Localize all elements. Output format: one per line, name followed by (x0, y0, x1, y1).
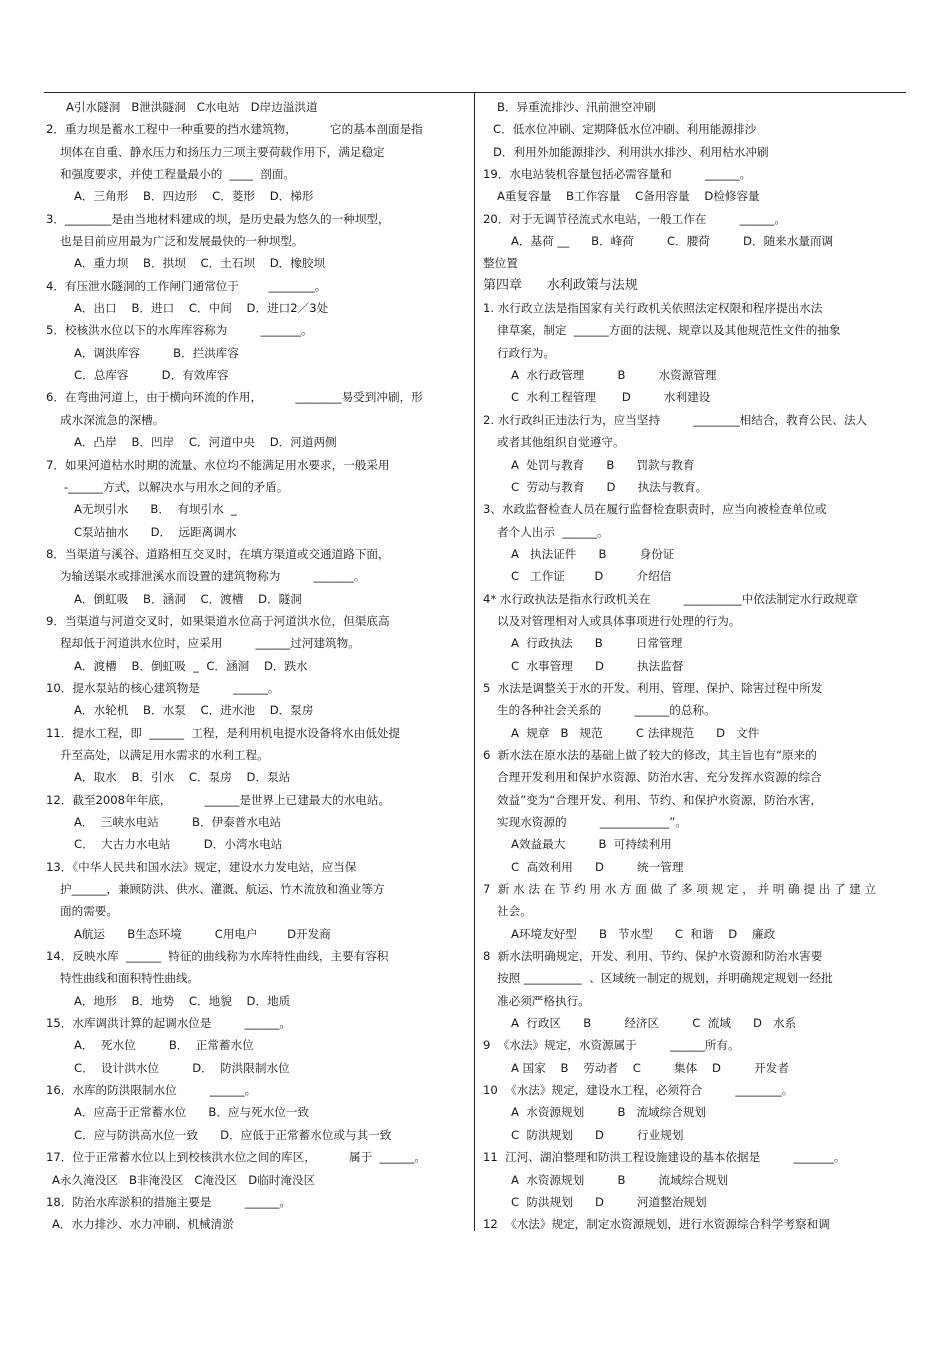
text-line: A．应高于正常蓄水位 B．应与死水位一致 (74, 1105, 310, 1120)
text-line: 2．重力坝是蓄水工程中一种重要的挡水建筑物， 它的基本剖面是指 (46, 122, 423, 137)
text-line: 为输送渠水或排泄溪水而设置的建筑物称为 _______。 (60, 569, 366, 584)
text-line: 3、水政监督检查人员在履行监督检查职责时，应当向被检查单位或 (483, 502, 827, 517)
text-line: 5 水法是调整关于水的开发、利用、管理、保护、除害过程中所发 (483, 680, 823, 695)
text-line: 12 《水法》规定，制定水资源规划，进行水资源综合科学考察和调 (483, 1217, 830, 1232)
text-line: 13．《中华人民共和国水法》规定，建设水力发电站，应当保 (46, 859, 357, 874)
text-line: 5．校核洪水位以下的水库库容称为 _______。 (46, 323, 313, 338)
text-line: A 处罚与教育 B 罚款与教育 (511, 457, 695, 472)
text-line: A效益最大 B 可持续利用 (511, 837, 672, 852)
text-line: C． 设计洪水位 D． 防洪限制水位 (74, 1060, 290, 1075)
text-line: 12．截至2008年年底， ______是世界上已建最大的水电站。 (46, 792, 391, 807)
text-line: 者个人出示 ______。 (497, 524, 609, 539)
text-line: 8．当渠道与溪谷、道路相互交叉时，在填方渠道或交通道路下面， (46, 546, 390, 561)
text-line: A．出口 B．进口 C．中间 D．进口2／3处 (74, 301, 329, 316)
text-line: 或者其他组织自觉遵守。 (497, 435, 625, 450)
text-line: 14．反映水库 ______ 特征的曲线称为水库特性曲线，主要有容积 (46, 949, 389, 964)
text-line: A．三角形 B．四边形 C．菱形 D．梯形 (74, 189, 314, 204)
text-line: -______方式，以解决水与用水之间的矛盾。 (64, 479, 289, 494)
text-line: A 国家 B 劳动者 C 集体 D 开发者 (511, 1060, 789, 1075)
text-line: 1. 水行政立法是指国家有关行政机关依照法定权限和程序提出水法 (483, 301, 823, 316)
text-line: A 水资源规划 B 流域综合规划 (511, 1105, 707, 1120)
text-line: 升至高处，以满足用水需求的水利工程。 (60, 747, 269, 762)
text-line: 10．提水泵站的核心建筑物是 ______。 (46, 680, 280, 695)
text-line: 9．当渠道与河道交叉时，如果渠道水位高于河道洪水位，但渠底高 (46, 613, 390, 628)
text-line: 坝体在自重、静水压力和扬压力三项主要荷载作用下，满足稳定 (60, 144, 385, 159)
text-line: C泵站抽水 D． 远距离调水 (74, 524, 237, 539)
text-line: 准必须严格执行。 (497, 993, 590, 1008)
text-line: C 水事管理 D 执法监督 (511, 658, 684, 673)
text-line: A 水行政管理 B 水资源管理 (511, 368, 717, 383)
text-line: A．调洪库容 B．拦洪库容 (74, 345, 239, 360)
text-line: 程却低于河道洪水位时，应采用 ______过河建筑物。 (60, 636, 360, 651)
text-line: 社会。 (497, 904, 532, 919)
text-line: 6．在弯曲河道上，由于横向环流的作用， ________易受到冲刷，形 (46, 390, 423, 405)
text-line: 整位置 (483, 256, 518, 271)
text-line: C 水利工程管理 D 水利建设 (511, 390, 711, 405)
text-line: C 防洪规划 D 河道整治规划 (511, 1194, 707, 1209)
text-line: 8 新水法明确规定，开发、利用、节约、保护水资源和防治水害要 (483, 949, 823, 964)
text-line: 4．有压泄水隧洞的工作闸门通常位于 ________。 (46, 278, 327, 293)
text-line: C．总库容 D．有效库容 (74, 368, 229, 383)
text-line: A重复容量 B工作容量 C备用容量 D检修容量 (497, 189, 760, 204)
text-line: 7 新 水 法 在 节 约 用 水 方 面 做 了 多 项 规 定 ， 并 明 确 提 出 了 建 立 (483, 882, 877, 897)
text-line: 护______，兼顾防洪、供水、灌溉、航运、竹木流放和渔业等方 (60, 882, 385, 897)
text-line: A 规章 B 规范 C 法律规范 D 文件 (511, 725, 760, 740)
text-line: A． 三峡水电站 B．伊泰普水电站 (74, 815, 282, 829)
text-line: C．低水位冲刷、定期降低水位冲刷、利用能源排沙 (493, 122, 757, 137)
text-line: 11 江河、湖泊整理和防洪工程设施建设的基本依据是 _______。 (483, 1150, 846, 1165)
text-line: A．倒虹吸 B．涵洞 C．渡槽 D．隧洞 (74, 591, 302, 606)
chapter-heading: 第四章 水利政策与法规 (483, 277, 638, 293)
text-line: 律草案，制定 ______方面的法规、规章以及其他规范性文件的抽象 (497, 323, 841, 338)
text-line: C 防洪规划 D 行业规划 (511, 1127, 684, 1142)
text-line: A引水隧洞 B泄洪隧洞 C水电站 D岸边溢洪道 (66, 100, 318, 114)
text-line: 10 《水法》规定，建设水工程，必须符合 ________。 (483, 1083, 794, 1098)
text-line: 4* 水行政执法是指水行政机关在 __________中依法制定水行政规章 (483, 591, 858, 606)
text-line: C 高效利用 D 统一管理 (511, 859, 684, 874)
text-line: A．基荷 __ B．峰荷 C．腰荷 D．随来水量而调 (511, 234, 834, 249)
text-line: A环境友好型 B 节水型 C 和谐 D 廉政 (511, 926, 776, 941)
text-line: 效益”变为“合理开发、利用、节约、和保护水资源，防治水害， (497, 792, 823, 807)
text-line: 19．水电站装机容量包括必需容量和 ______。 (483, 167, 752, 182)
text-line: C 工作证 D 介绍信 (511, 569, 672, 584)
text-line: 以及对管理相对人或具体事项进行处理的行为。 (497, 613, 741, 628)
text-line: 3．________是由当地材料建成的坝，是历史最为悠久的一种坝型， (46, 211, 390, 226)
text-line: C． 大古力水电站 D．小湾水电站 (74, 837, 283, 852)
text-line: D．利用外加能源排沙、利用洪水排沙、利用枯水冲刷 (493, 144, 769, 159)
text-line: A航运 B生态环境 C用电户 D开发商 (74, 926, 331, 941)
text-line: A．地形 B．地势 C．地貌 D．地质 (74, 993, 291, 1008)
text-line: B．异重流排沙、汛前泄空冲刷 (497, 100, 656, 114)
text-line: A．水轮机 B．水泵 C．进水池 D．泵房 (74, 703, 314, 718)
text-line: 和强度要求，并使工程量最小的 ____ 剖面。 (60, 167, 296, 182)
text-line: 2. 水行政纠正违法行为，应当坚持 ________相结合，教育公民、法人 (483, 412, 868, 427)
column-divider (474, 93, 475, 1231)
text-line: A 行政区 B 经济区 C 流域 D 水系 (511, 1016, 797, 1031)
text-line: 行政行为。 (497, 345, 555, 360)
text-line: A 执法证件 B 身份证 (511, 546, 675, 561)
text-line: 18．防治水库淤积的措施主要是 ______。 (46, 1194, 292, 1209)
top-rule (44, 92, 906, 93)
text-line: C 劳动与教育 D 执法与教育。 (511, 479, 708, 494)
text-line: 实现水资源的 ____________”。 (497, 815, 687, 829)
text-line: C．应与防洪高水位一致 D．应低于正常蓄水位或与其一致 (74, 1127, 392, 1142)
text-line: 也是目前应用最为广泛和发展最快的一种坝型。 (60, 234, 304, 249)
text-line: A永久淹没区 B非淹没区 C淹没区 D临时淹没区 (52, 1172, 316, 1187)
text-line: 成水深流急的深槽。 (60, 412, 165, 427)
text-line: A 水资源规划 B 流域综合规划 (511, 1172, 729, 1187)
text-line: A 行政执法 B 日常管理 (511, 636, 683, 651)
text-line: A无坝引水 B． 有坝引水 _ (74, 502, 237, 517)
text-line: 特性曲线和面积特性曲线。 (60, 971, 200, 986)
text-line: 生的各种社会关系的 ______的总称。 (497, 703, 716, 718)
text-line: A．水力排沙、水力冲刷、机械清淤 (52, 1217, 234, 1232)
text-line: 按照 __________ 、区域统一制定的规划，并明确规定规划一经批 (497, 971, 833, 986)
text-line: A． 死水位 B． 正常蓄水位 (74, 1038, 254, 1053)
text-line: 面的需要。 (60, 904, 118, 919)
right-column (483, 96, 908, 1236)
text-line: 9 《水法》规定，水资源属于 ______所有。 (483, 1038, 740, 1053)
text-line: 20．对于无调节径流式水电站，一般工作在 ______。 (483, 211, 786, 226)
text-line: 6 新水法在原水法的基础上做了较大的修改，其主旨也有“原来的 (483, 747, 817, 762)
text-line: 合理开发利用和保护水资源、防治水害、充分发挥水资源的综合 (497, 770, 822, 785)
text-line: 15．水库调洪计算的起调水位是 ______。 (46, 1016, 292, 1031)
text-line: A．渡槽 B．倒虹吸 _ C．涵洞 D．跌水 (74, 658, 308, 673)
text-line: 17．位于正常蓄水位以上到校核洪水位之间的库区， 属于 ______。 (46, 1150, 426, 1165)
text-line: A．重力坝 B．拱坝 C．土石坝 D．橡胶坝 (74, 256, 326, 271)
left-column (46, 96, 464, 1236)
text-line: A．凸岸 B．凹岸 C．河道中央 D．河道两侧 (74, 435, 337, 450)
text-line: 11．提水工程，即 ______ 工程，是利用机电提水设备将水由低处提 (46, 725, 401, 740)
text-line: 16．水库的防洪限制水位 ______。 (46, 1083, 257, 1098)
text-line: A．取水 B．引水 C．泵房 D．泵站 (74, 770, 291, 785)
text-line: 7．如果河道枯水时期的流量、水位均不能满足用水要求，一般采用 (46, 457, 390, 472)
